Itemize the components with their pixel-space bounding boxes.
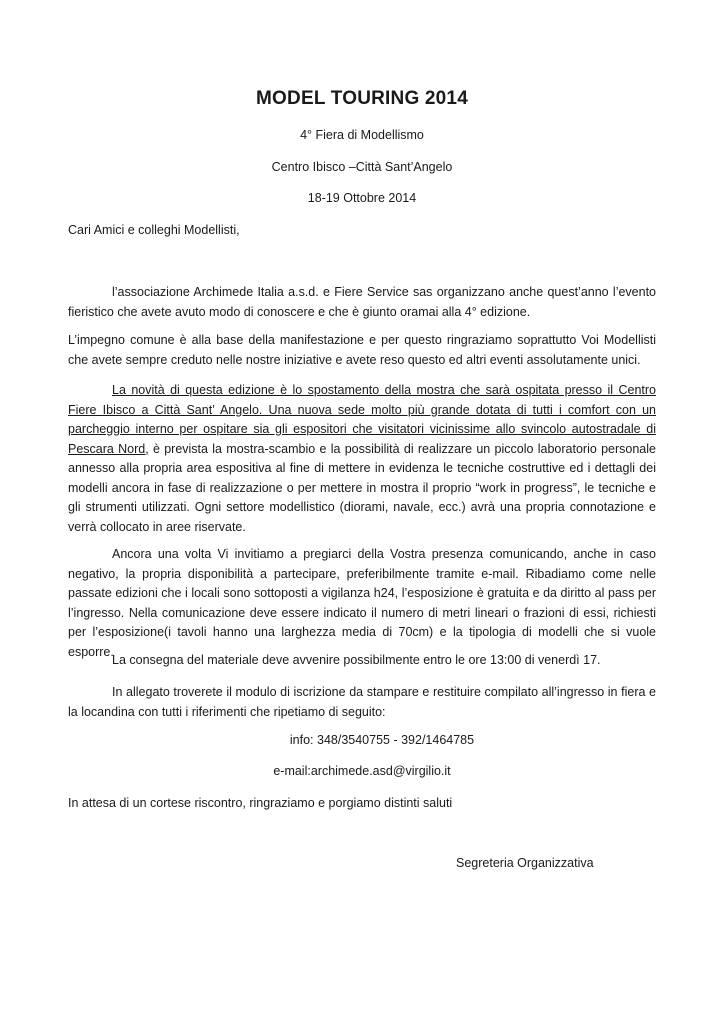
paragraph-attachment: In allegato troverete il modulo di iscrizione da stampare e restituire compilato all’ingresso in fiera e la locandina con tutti i riferimenti che ripetiamo di seguito: (68, 685, 656, 719)
event-subtitle: 4° Fiera di Modellismo (300, 128, 424, 142)
signature: Segreteria Organizzativa (456, 856, 594, 870)
info-phones: info: 348/3540755 - 392/1464785 (289, 733, 475, 747)
letter-greeting: Cari Amici e colleghi Modellisti, (68, 223, 240, 237)
news-details: è prevista la mostra-scambio e la possibilità di realizzare un piccolo laboratorio personale annesso alla propria area espositiva al fine di mettere in evidenza le tecniche costruttive ed i dettagli dei modelli ancora in fase di realizzazione o per mettere in mostra il proprio “work in progress”, le tecniche e gli strumenti utilizzati. Ogni settore modellistico (diorami, navale, ecc.) avrà una propria connotazione e verrà collocato in aree riservate. (68, 441, 656, 534)
news-highlight: La novità di questa edizione è lo spostamento della mostra che sarà ospitata presso il Centro Fiere Ibisco a Città Sant’ Angelo. Una nuova sede molto più grande dotata di tutti i comfort con un parcheggio interno per ospitare sia gli espositori che visitatori vicinissime allo svincolo autostradale di Pescara Nord, (68, 383, 656, 456)
paragraph-intro: l’associazione Archimede Italia a.s.d. e Fiere Service sas organizzano anche quest’anno l’evento fieristico che avete avuto modo di conoscere e che è giunto oramai alla 4° edizione. (68, 285, 656, 319)
document-title: MODEL TOURING 2014 (256, 88, 468, 109)
info-email: e-mail:archimede.asd@virgilio.it (273, 764, 451, 778)
event-location: Centro Ibisco –Città Sant’Angelo (271, 160, 453, 174)
paragraph-news (68, 381, 656, 537)
paragraph-thanks: L’impegno comune è alla base della manifestazione e per questo ringraziamo soprattutto Voi Modellisti che avete sempre creduto nelle nostre iniziative e avete reso questo ed altri eventi assolutamente unici. (68, 333, 656, 367)
paragraph-invitation: Ancora una volta Vi invitiamo a pregiarci della Vostra presenza comunicando, anche in caso negativo, la propria disponibilità a partecipare, preferibilmente tramite e-mail. Ribadiamo come nelle passate edizioni che i locali sono sottoposti a vigilanza h24, l’esposizione è gratuita e da diritto al pass per l’ingresso. Nella comunicazione deve essere indicato il numero di metri lineari o frazioni di essi, richiesti per l’esposizione(i tavoli hanno una larghezza media di 70cm) e la tipologia di modelli che si vuole esporre. (68, 547, 656, 659)
event-dates: 18-19 Ottobre 2014 (307, 191, 417, 205)
paragraph-delivery: La consegna del materiale deve avvenire possibilmente entro le ore 13:00 di venerdì 17. (112, 653, 601, 667)
letter-closing: In attesa di un cortese riscontro, ringraziamo e porgiamo distinti saluti (68, 796, 453, 810)
